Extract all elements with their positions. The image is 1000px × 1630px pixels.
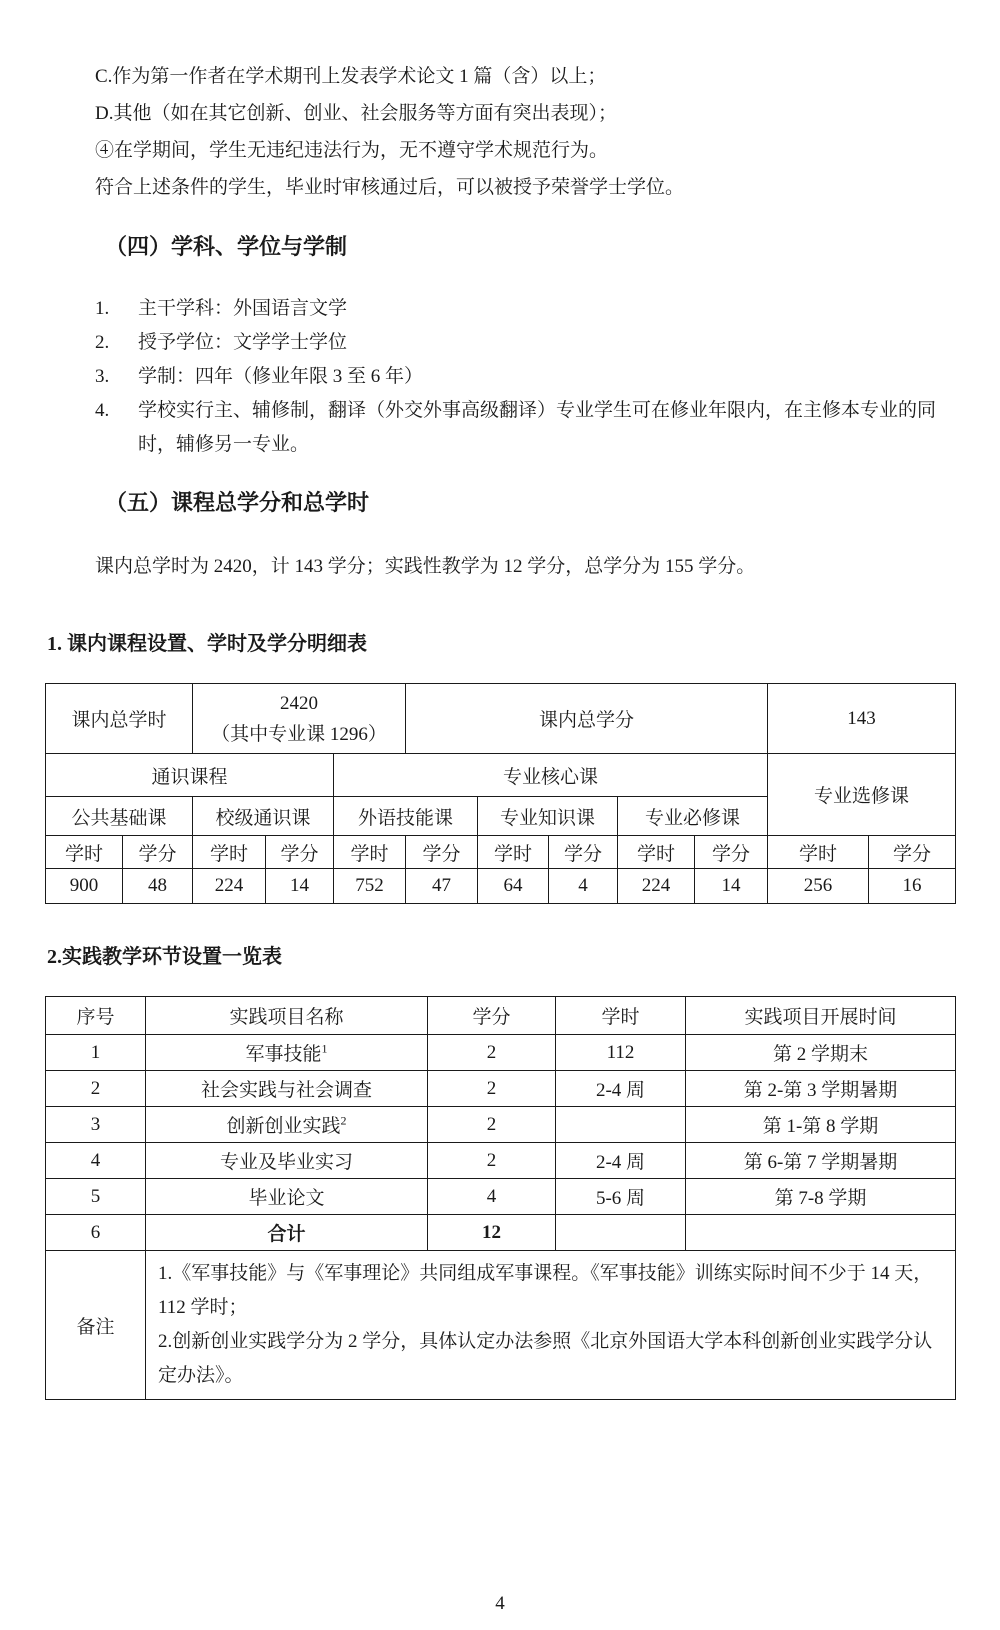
table-row [46,1179,956,1215]
total-credits-value-cell: 143 [768,684,956,754]
subgroup-header-cell: 外语技能课 [334,797,478,836]
row-number-cell: 5 [46,1179,146,1215]
remark-note-1: 1.《军事技能》与《军事理论》共同组成军事课程。《军事技能》训练实际时间不少于 14 天，112 学时； [158,1263,933,1318]
value-cell: 16 [869,869,956,904]
total-label: 合计 [267,1224,306,1245]
row-number-cell: 3 [46,1107,146,1143]
list-item-number: 2. [95,332,110,353]
total-credits-label-cell: 课内总学分 [406,684,768,754]
unit-header-cell: 学分 [123,836,193,869]
unit-header-cell: 学时 [618,836,695,869]
hours-cell: 2-4 周 [556,1071,686,1107]
list-item [95,394,940,462]
unit-header-cell: 学分 [869,836,956,869]
hours-cell [556,1215,686,1251]
table2-heading: 2.实践教学环节设置一览表 [47,946,282,968]
unit-header-cell: 学时 [193,836,266,869]
project-name: 军事技能 [245,1044,322,1065]
time-cell: 第 1-第 8 学期 [686,1107,956,1143]
row-number-cell: 1 [46,1035,146,1071]
project-name-cell [146,1071,428,1107]
project-name-cell [146,1107,428,1143]
list-item-number: 3. [95,366,110,387]
credits-cell: 2 [428,1035,556,1071]
credits-cell: 2 [428,1071,556,1107]
course-hours-credits-table [45,683,956,904]
footnote-marker: 1 [321,1041,328,1056]
project-name: 创新创业实践 [226,1116,341,1137]
section5-paragraph: 课内总学时为 2420，计 143 学分；实践性教学为 12 学分，总学分为 155 学分。 [95,556,756,577]
unit-header-cell: 学分 [266,836,334,869]
time-cell: 第 2-第 3 学期暑期 [686,1071,956,1107]
total-credits-cell: 12 [428,1215,556,1251]
credits-cell: 2 [428,1143,556,1179]
credits-cell: 4 [428,1179,556,1215]
section4-list [95,292,940,462]
intro-line-d: D.其他（如在其它创新、创业、社会服务等方面有突出表现）； [95,103,617,124]
intro-line-4: ④在学期间，学生无违纪违法行为，无不遵守学术规范行为。 [95,140,609,161]
column-header: 实践项目名称 [146,997,428,1035]
unit-header-cell: 学时 [46,836,123,869]
table1-heading: 1. 课内课程设置、学时及学分明细表 [47,633,367,655]
unit-header-cell: 学时 [478,836,549,869]
time-cell [686,1215,956,1251]
table-row [46,1035,956,1071]
project-name: 社会实践与社会调查 [200,1080,372,1101]
value-cell: 4 [549,869,618,904]
time-cell: 第 7-8 学期 [686,1179,956,1215]
list-item-text: 主干学科：外国语言文学 [138,298,348,319]
remark-content-cell [146,1251,956,1400]
list-item [95,326,940,360]
page-number: 4 [495,1593,505,1614]
project-name-cell [146,1035,428,1071]
total-hours-label-cell: 课内总学时 [46,684,193,754]
hours-cell [556,1107,686,1143]
practice-teaching-table [45,996,956,1400]
project-name-cell [146,1143,428,1179]
footnote-marker: 2 [340,1113,347,1128]
list-item-number: 4. [95,400,110,421]
list-item-text: 授予学位：文学学士学位 [138,332,348,353]
list-item [95,360,940,394]
column-header: 学时 [556,997,686,1035]
value-cell: 64 [478,869,549,904]
row-number-cell: 4 [46,1143,146,1179]
list-item-text: 学校实行主、辅修制，翻译（外交外事高级翻译）专业学生可在修业年限内，在主修本专业的同时，辅修另一专业。 [138,400,937,455]
value-cell: 752 [334,869,406,904]
subgroup-header-cell: 专业必修课 [618,797,768,836]
unit-header-cell: 学分 [406,836,478,869]
remark-row [46,1251,956,1400]
group-general-cell: 通识课程 [46,754,334,797]
value-cell: 256 [768,869,869,904]
section4-title: （四）学科、学位与学制 [105,234,348,259]
unit-header-cell: 学分 [549,836,618,869]
project-name: 毕业论文 [248,1188,325,1209]
intro-paragraph [95,58,940,206]
subgroup-header-cell: 校级通识课 [193,797,334,836]
unit-header-cell: 学分 [695,836,768,869]
row-number-cell: 6 [46,1215,146,1251]
table-row [46,1107,956,1143]
value-cell: 47 [406,869,478,904]
total-label-cell [146,1215,428,1251]
column-header: 学分 [428,997,556,1035]
unit-header-cell: 学时 [768,836,869,869]
table-row-total [46,1215,956,1251]
list-item-number: 1. [95,298,110,319]
value-cell: 48 [123,869,193,904]
intro-line-c: C.作为第一作者在学术期刊上发表学术论文 1 篇（含）以上； [95,66,607,87]
row-number-cell: 2 [46,1071,146,1107]
credits-cell: 2 [428,1107,556,1143]
subgroup-header-cell: 公共基础课 [46,797,193,836]
unit-header-cell: 学时 [334,836,406,869]
hours-cell: 5-6 周 [556,1179,686,1215]
total-hours-sub: （其中专业课 1296） [211,723,387,745]
total-hours-value: 2420 [280,692,319,714]
value-cell: 14 [266,869,334,904]
remark-note-2: 2.创新创业实践学分为 2 学分，具体认定办法参照《北京外国语大学本科创新创业实践学分认定办法》。 [158,1331,933,1386]
list-item-text: 学制：四年（修业年限 3 至 6 年） [138,366,424,387]
hours-cell: 2-4 周 [556,1143,686,1179]
time-cell: 第 6-第 7 学期暑期 [686,1143,956,1179]
list-item [95,292,940,326]
value-cell: 224 [193,869,266,904]
time-cell: 第 2 学期末 [686,1035,956,1071]
value-cell: 224 [618,869,695,904]
project-name-cell [146,1179,428,1215]
group-elective-cell: 专业选修课 [768,754,956,836]
table-row [46,1143,956,1179]
total-hours-value-cell [193,684,406,754]
intro-line-final: 符合上述条件的学生，毕业时审核通过后，可以被授予荣誉学士学位。 [95,177,685,198]
subgroup-header-cell: 专业知识课 [478,797,618,836]
remark-label-cell: 备注 [46,1251,146,1400]
hours-cell: 112 [556,1035,686,1071]
project-name: 专业及毕业实习 [219,1152,353,1173]
value-cell: 14 [695,869,768,904]
group-core-cell: 专业核心课 [334,754,768,797]
section5-title: （五）课程总学分和总学时 [105,490,370,515]
column-header: 实践项目开展时间 [686,997,956,1035]
column-header: 序号 [46,997,146,1035]
value-cell: 900 [46,869,123,904]
table-row [46,1071,956,1107]
